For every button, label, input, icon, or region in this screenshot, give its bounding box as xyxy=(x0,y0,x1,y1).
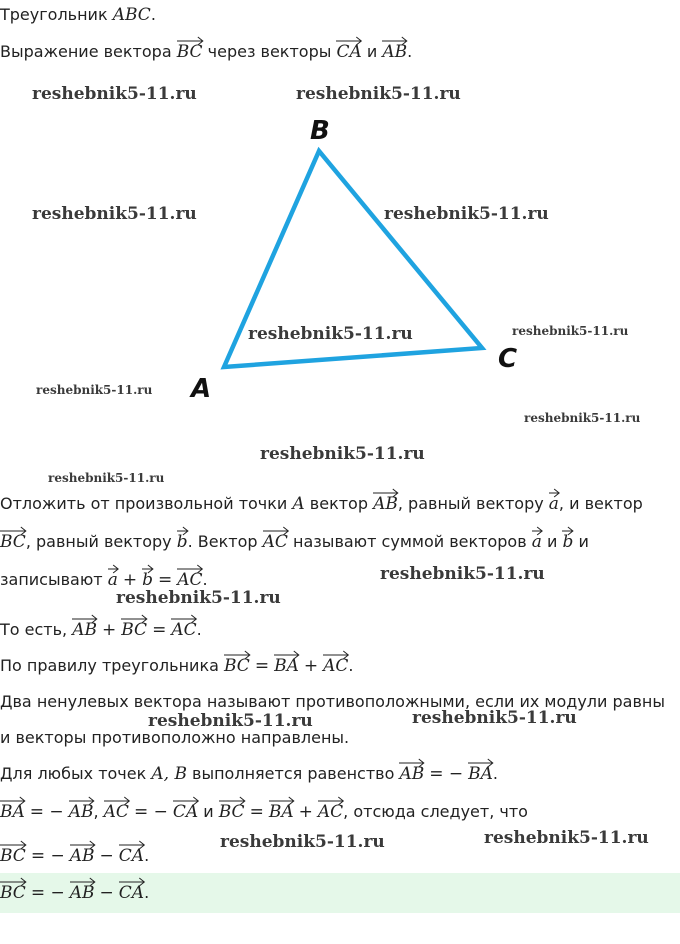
vector-ab: AB xyxy=(72,614,97,638)
watermark: reshebnik5-11.ru xyxy=(248,324,413,344)
vector-a: a xyxy=(532,526,542,550)
watermark: reshebnik5-11.ru xyxy=(36,383,153,397)
watermark: reshebnik5-11.ru xyxy=(148,711,313,731)
identities-line xyxy=(0,796,528,823)
vector-ab: AB xyxy=(382,36,407,60)
equals-sign: = xyxy=(152,620,167,640)
vector-ab: AB xyxy=(70,877,95,901)
dot: . xyxy=(492,764,499,783)
identities-tail: , отсюда следует, что xyxy=(343,802,528,821)
that-is-text: То есть, xyxy=(0,620,68,639)
vector-ab: AB xyxy=(69,796,94,820)
vector-ca: CA xyxy=(336,36,361,60)
answer-line xyxy=(0,877,149,904)
vector-bc: BC xyxy=(0,877,26,901)
para1-line3 xyxy=(0,564,208,591)
para1-line2 xyxy=(0,526,589,553)
result-line xyxy=(0,840,149,867)
vector-ab: AB xyxy=(70,840,95,864)
vector-bc: BC xyxy=(0,526,26,550)
dot: . xyxy=(196,620,202,639)
vector-ba: BA xyxy=(0,796,25,820)
equals-sign: = − xyxy=(133,802,168,822)
equals-sign: = − xyxy=(30,846,65,866)
para1-and: и xyxy=(578,532,589,551)
watermark: reshebnik5-11.ru xyxy=(260,444,425,464)
para1-text: называют суммой векторов xyxy=(293,532,527,551)
vertex-c-label: C xyxy=(498,344,518,374)
watermark: reshebnik5-11.ru xyxy=(116,588,281,608)
points-ab: A, B xyxy=(151,764,187,784)
watermark: reshebnik5-11.ru xyxy=(380,564,545,584)
expression-and: и xyxy=(366,42,378,61)
watermark: reshebnik5-11.ru xyxy=(384,204,549,224)
vector-ac: AC xyxy=(323,650,348,674)
para1-line1 xyxy=(0,488,643,515)
vector-b: b xyxy=(562,526,573,550)
dot: . xyxy=(144,883,150,902)
vector-b: b xyxy=(177,526,188,550)
vector-ba: BA xyxy=(468,758,493,782)
watermark: reshebnik5-11.ru xyxy=(48,471,165,485)
equals-sign: = − xyxy=(429,764,464,784)
triangle-name: ABC xyxy=(112,5,151,25)
plus-sign: + xyxy=(303,656,319,676)
vector-ac: AC xyxy=(171,614,196,638)
vector-bc: BC xyxy=(177,36,203,60)
para1-text: записывают xyxy=(0,570,103,589)
any-points-line xyxy=(0,758,498,785)
vertex-a-label: A xyxy=(191,374,212,404)
plus-sign: + xyxy=(122,570,138,590)
vector-ca: CA xyxy=(119,840,144,864)
watermark: reshebnik5-11.ru xyxy=(484,828,649,848)
vector-ac: AC xyxy=(318,796,343,820)
para1-dot: . xyxy=(202,570,208,589)
vector-a: a xyxy=(108,564,118,588)
vector-bc: BC xyxy=(0,840,26,864)
minus-sign: − xyxy=(99,846,114,866)
para1-text: , и вектор xyxy=(558,494,643,513)
watermark: reshebnik5-11.ru xyxy=(412,708,577,728)
triangle-rule-text: По правилу треугольника xyxy=(0,656,219,675)
vertex-b-label: B xyxy=(310,116,330,146)
equals-sign: = − xyxy=(30,883,65,903)
vector-a: a xyxy=(549,488,559,512)
vector-ab: AB xyxy=(399,758,424,782)
expression-mid: через векторы xyxy=(207,42,332,61)
intro-text: Треугольник xyxy=(0,5,108,24)
watermark: reshebnik5-11.ru xyxy=(220,832,385,852)
equals-sign: = − xyxy=(29,802,64,822)
equals-sign: = xyxy=(249,802,264,822)
watermark: reshebnik5-11.ru xyxy=(296,84,461,104)
any-points-text: выполняется равенство xyxy=(192,764,395,783)
dot: . xyxy=(144,846,150,865)
comma: , xyxy=(93,802,99,821)
para1-text: . Вектор xyxy=(187,532,258,551)
that-is-line xyxy=(0,614,202,641)
para1-text: , равный вектору xyxy=(25,532,172,551)
vector-ca: CA xyxy=(173,796,198,820)
expression-dot: . xyxy=(407,42,413,61)
vector-bc: BC xyxy=(219,796,245,820)
plus-sign: + xyxy=(102,620,117,640)
watermark: reshebnik5-11.ru xyxy=(512,324,629,338)
identities-and: и xyxy=(203,802,214,821)
plus-sign: + xyxy=(298,802,313,822)
watermark: reshebnik5-11.ru xyxy=(524,411,641,425)
intro-dot: . xyxy=(150,5,156,24)
triangle-rule-line xyxy=(0,650,354,677)
dot: . xyxy=(348,656,354,675)
equals-sign: = xyxy=(254,656,270,676)
vector-ab: AB xyxy=(373,488,398,512)
vector-ba: BA xyxy=(274,650,299,674)
vector-ac: AC xyxy=(263,526,288,550)
para1-text: Отложить от произвольной точки xyxy=(0,494,288,513)
watermark: reshebnik5-11.ru xyxy=(32,204,197,224)
equals-sign: = xyxy=(158,570,173,590)
vector-ac: AC xyxy=(177,564,202,588)
opposite-line1: Два ненулевых вектора называют противоположными, если их модули равны xyxy=(0,692,665,711)
any-points-text: Для любых точек xyxy=(0,764,147,783)
point-a: A xyxy=(292,494,305,514)
vector-ca: CA xyxy=(119,877,144,901)
vector-ba: BA xyxy=(269,796,294,820)
vector-b: b xyxy=(142,564,153,588)
watermark: reshebnik5-11.ru xyxy=(32,84,197,104)
minus-sign: − xyxy=(99,883,114,903)
para1-text: вектор xyxy=(309,494,368,513)
para1-and: и xyxy=(546,532,558,551)
para1-text: , равный вектору xyxy=(397,494,544,513)
expression-text: Выражение вектора xyxy=(0,42,172,61)
opposite-line2: и векторы противоположно направлены. xyxy=(0,728,350,747)
vector-ac: AC xyxy=(104,796,129,820)
vector-bc: BC xyxy=(121,614,147,638)
vector-bc: BC xyxy=(224,650,250,674)
